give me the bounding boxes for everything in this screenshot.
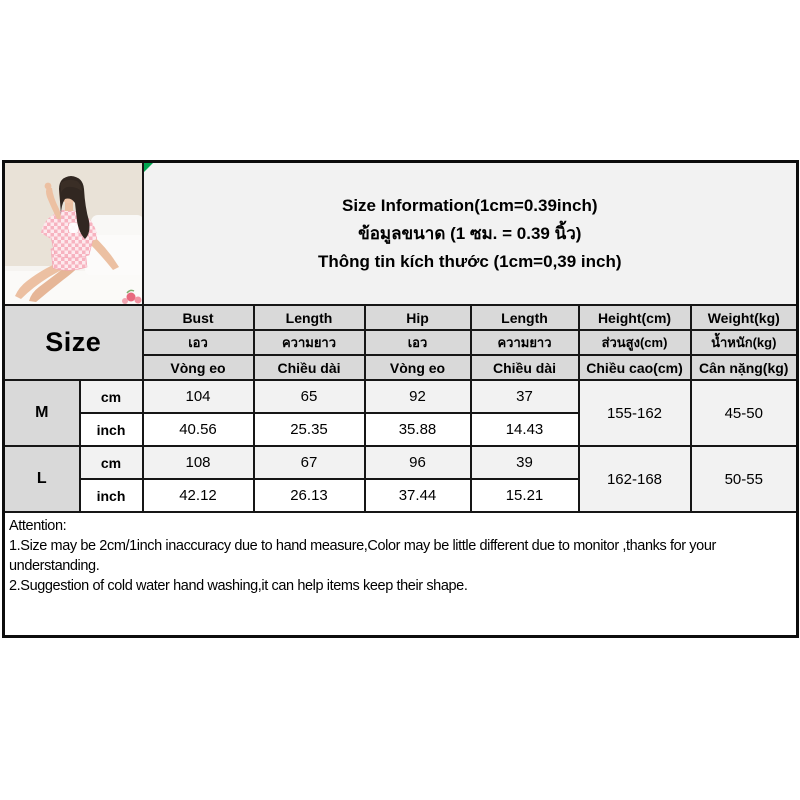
l-hip-cm: 96 — [365, 446, 471, 479]
m-hip-cm: 92 — [365, 380, 471, 413]
product-photo-illustration — [5, 163, 143, 304]
m-weight-range: 45-50 — [691, 380, 798, 446]
m-height-range: 155-162 — [579, 380, 691, 446]
l-height-range: 162-168 — [579, 446, 691, 512]
row-size-l: L — [4, 446, 80, 512]
attention-line1: 1.Size may be 2cm/1inch inaccuracy due to hand measure,Color may be little different due to monitor ,thanks for your understanding. — [9, 538, 716, 574]
unit-cm-m: cm — [80, 380, 143, 413]
comment-marker-icon — [144, 163, 153, 172]
col-header-weight-en: Weight(kg) — [691, 305, 798, 330]
title-vietnamese: Thông tin kích thước (1cm=0,39 inch) — [318, 251, 622, 271]
col-header-weight-th: น้ำหนัก(kg) — [691, 330, 798, 355]
l-weight-range: 50-55 — [691, 446, 798, 512]
title-english: Size Information(1cm=0.39inch) — [341, 195, 598, 215]
unit-inch-m: inch — [80, 413, 143, 446]
col-header-length2-th: ความยาว — [471, 330, 579, 355]
col-header-hip-en: Hip — [365, 305, 471, 330]
col-header-weight-vi: Cân nặng(kg) — [691, 355, 798, 380]
l-length1-cm: 67 — [254, 446, 365, 479]
unit-cm-l: cm — [80, 446, 143, 479]
col-header-bust-en: Bust — [143, 305, 254, 330]
size-table — [2, 160, 799, 638]
m-length1-inch: 25.35 — [254, 413, 365, 446]
col-header-length2-en: Length — [471, 305, 579, 330]
col-header-height-en: Height(cm) — [579, 305, 691, 330]
l-bust-cm: 108 — [143, 446, 254, 479]
m-bust-inch: 40.56 — [143, 413, 254, 446]
size-header-label: Size — [45, 327, 102, 357]
col-header-height-vi: Chiều cao(cm) — [579, 355, 691, 380]
col-header-hip-vi: Vòng eo — [365, 355, 471, 380]
col-header-height-th: ส่วนสูง(cm) — [579, 330, 691, 355]
m-length2-inch: 14.43 — [471, 413, 579, 446]
l-hip-inch: 37.44 — [365, 479, 471, 512]
attention-line2: 2.Suggestion of cold water hand washing,it can help items keep their shape. — [9, 578, 468, 594]
col-header-length1-vi: Chiều dài — [254, 355, 365, 380]
m-bust-cm: 104 — [143, 380, 254, 413]
l-length2-inch: 15.21 — [471, 479, 579, 512]
row-size-m: M — [4, 380, 80, 446]
m-length1-cm: 65 — [254, 380, 365, 413]
m-hip-inch: 35.88 — [365, 413, 471, 446]
col-header-length1-th: ความยาว — [254, 330, 365, 355]
attention-note — [4, 512, 798, 636]
col-header-bust-th: เอว — [143, 330, 254, 355]
col-header-hip-th: เอว — [365, 330, 471, 355]
col-header-length2-vi: Chiều dài — [471, 355, 579, 380]
l-length1-inch: 26.13 — [254, 479, 365, 512]
m-length2-cm: 37 — [471, 380, 579, 413]
unit-inch-l: inch — [80, 479, 143, 512]
col-header-bust-vi: Vòng eo — [143, 355, 254, 380]
attention-heading: Attention: — [9, 518, 67, 534]
l-bust-inch: 42.12 — [143, 479, 254, 512]
size-info-title-block — [143, 162, 798, 306]
size-header-cell — [4, 305, 143, 380]
title-thai: ข้อมูลขนาด (1 ซม. = 0.39 นิ้ว) — [358, 223, 582, 243]
l-length2-cm: 39 — [471, 446, 579, 479]
product-photo — [4, 162, 143, 306]
col-header-length1-en: Length — [254, 305, 365, 330]
